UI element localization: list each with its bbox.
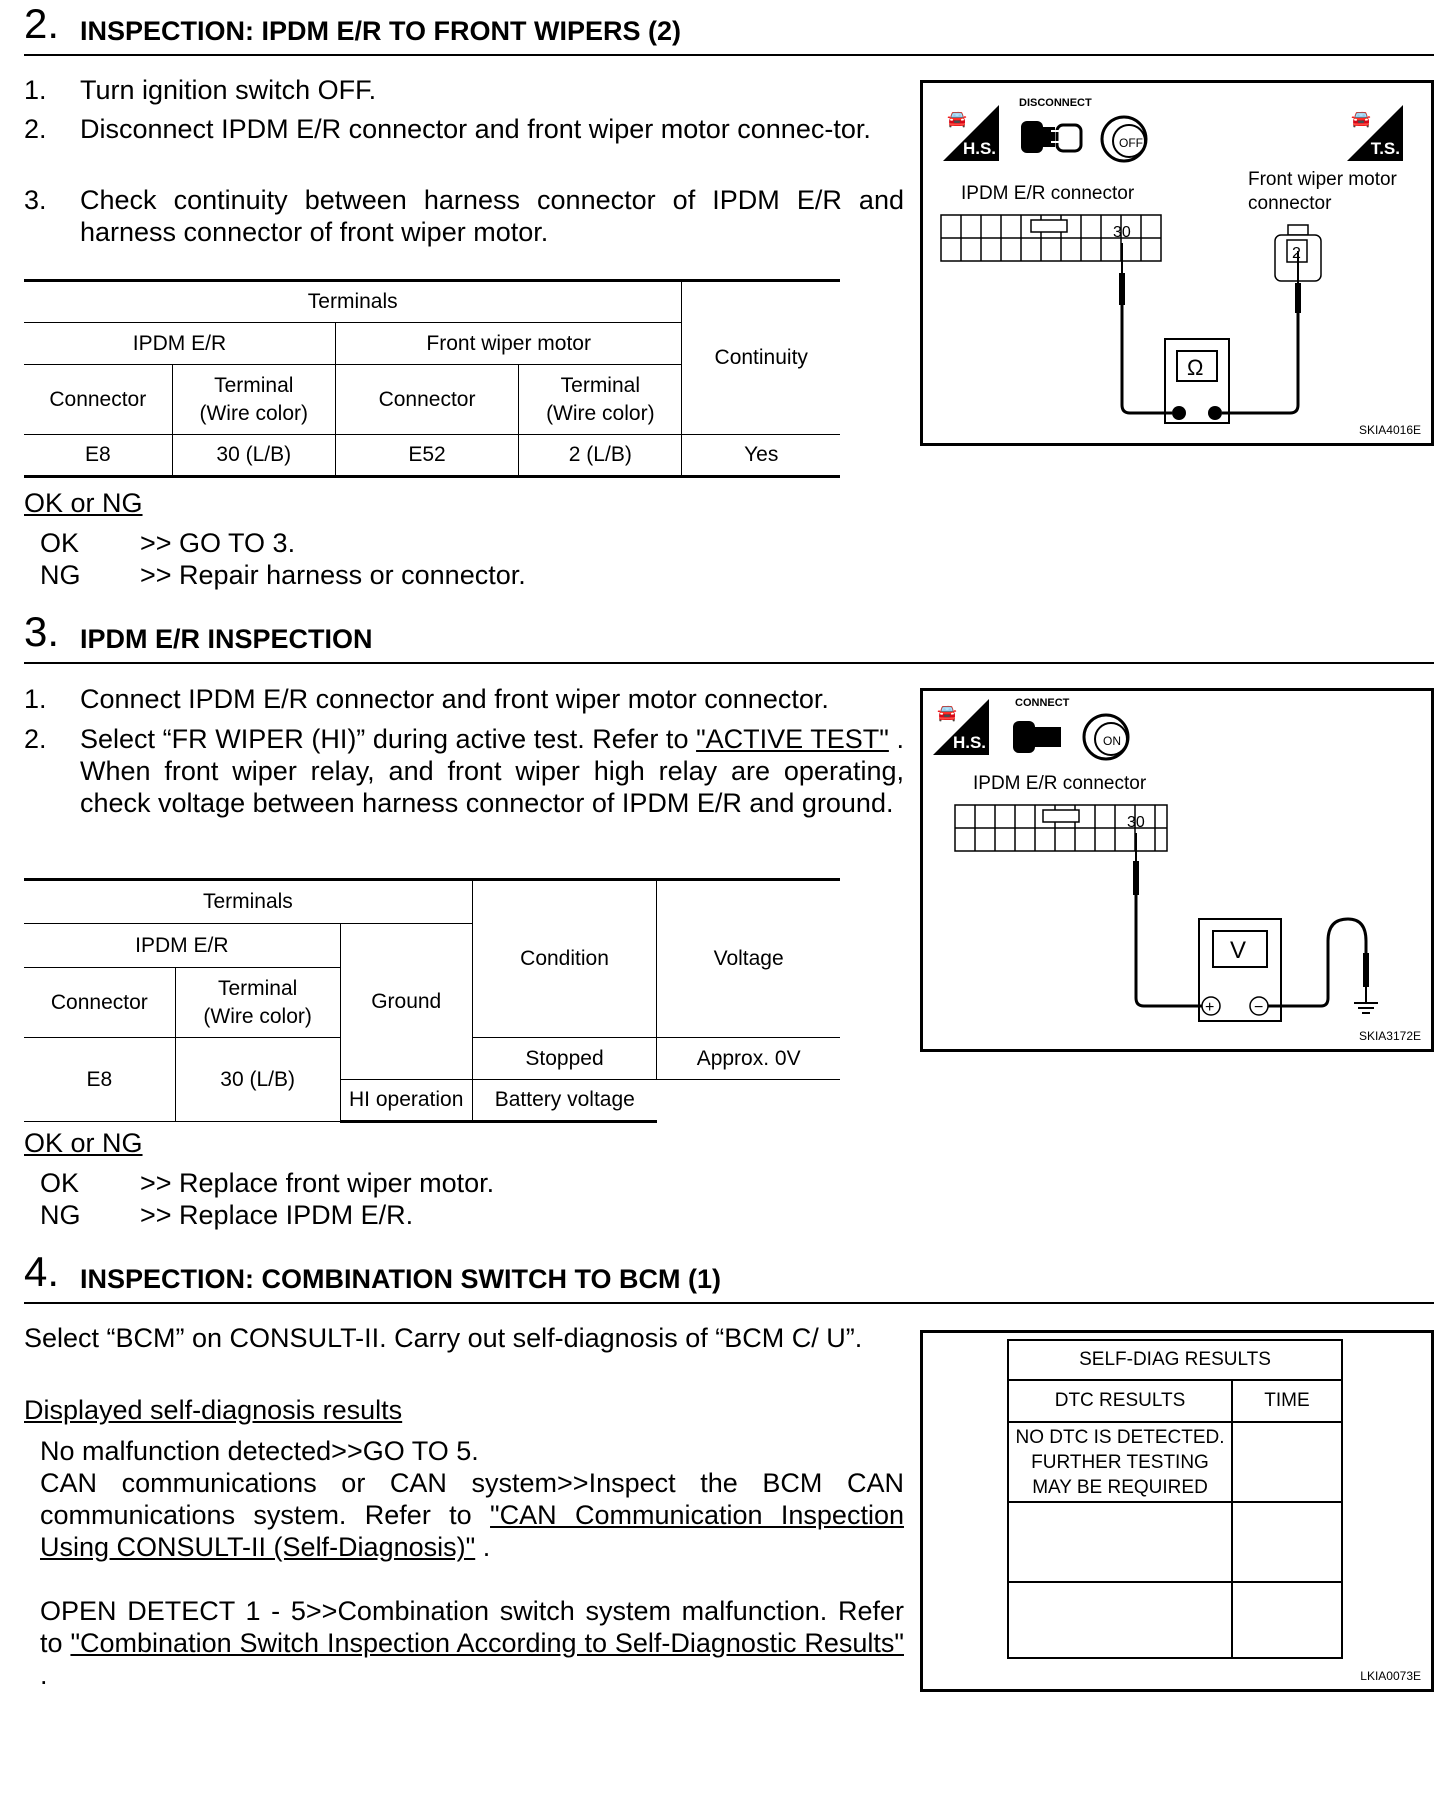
step-item <box>24 74 904 106</box>
col-header: Front wiper motor <box>335 323 682 365</box>
table-cell: NO DTC IS DETECTED. FURTHER TESTING MAY BE REQUIRED <box>1008 1422 1232 1502</box>
self-diagnosis-intro: Select “BCM” on CONSULT-II. Carry out self-diagnosis of “BCM C/ U”. <box>24 1323 863 1353</box>
table-cell: HI operation <box>340 1080 472 1122</box>
step-item <box>24 113 904 145</box>
svg-text:+: + <box>1205 999 1215 1016</box>
table-cell: E8 <box>24 435 172 477</box>
section-title: INSPECTION: IPDM E/R TO FRONT WIPERS (2) <box>80 16 682 46</box>
svg-text:−: − <box>1254 999 1264 1016</box>
wiring-diagram <box>923 83 1431 443</box>
result-open-detect: OPEN DETECT 1 - 5>>Combination switch system malfunction. Refer to "Combination Switch Inspection According to Self-Diagnostic Results" . <box>40 1596 904 1690</box>
combination-switch-link[interactable]: "Combination Switch Inspection According to Self-Diagnostic Results" <box>70 1628 904 1658</box>
ng-result: NG >> Replace IPDM E/R. <box>40 1200 414 1230</box>
col-header: TIME <box>1232 1380 1342 1422</box>
svg-text:V: V <box>1230 937 1247 964</box>
table-cell: 30 (L/B) <box>172 435 335 477</box>
col-header: Continuity <box>682 281 840 435</box>
motor-connector-label: Front wiper motor connector <box>1248 169 1397 214</box>
step-text: Select “FR WIPER (HI)” during active test. Refer to "ACTIVE TEST" . When front wiper relay, and front wiper high relay are operating, check voltage between harness connector of IPDM E/R and ground. <box>80 724 904 818</box>
col-header: Terminal (Wire color) <box>519 365 682 435</box>
section-number: 3. <box>24 608 60 655</box>
table-cell: E8 <box>24 1038 175 1122</box>
hs-icon: 🚘 H.S. <box>943 105 999 161</box>
active-test-link[interactable]: "ACTIVE TEST" <box>696 724 889 754</box>
section-title: INSPECTION: COMBINATION SWITCH TO BCM (1) <box>80 1264 721 1294</box>
svg-text:30: 30 <box>1113 224 1131 241</box>
table-cell: Battery voltage <box>472 1080 657 1122</box>
result-can: CAN communications or CAN system>>Inspect the BCM CAN communications system. Refer to "CAN Communication Inspection Using CONSULT-II (Self-Diagnosis)" . <box>40 1468 904 1562</box>
ok-ng-heading: OK or NG <box>24 488 143 518</box>
step-text: Check continuity between harness connector of IPDM E/R and harness connector of front wiper motor. <box>80 185 904 247</box>
table-cell: E52 <box>335 435 518 477</box>
svg-text:30: 30 <box>1127 814 1145 831</box>
table-cell <box>1008 1582 1232 1658</box>
col-header: Connector <box>24 365 172 435</box>
figure-id: SKIA3172E <box>1358 1029 1421 1043</box>
hs-icon: 🚘 H.S. <box>933 699 989 755</box>
step-number: 1. <box>24 684 47 714</box>
table-cell <box>1232 1582 1342 1658</box>
svg-text:2: 2 <box>1292 245 1301 262</box>
step-number: 3. <box>24 185 47 215</box>
section-4-header <box>24 1248 1434 1304</box>
table-cell <box>1232 1422 1342 1502</box>
svg-text:ON: ON <box>1103 734 1121 748</box>
table-cell <box>1232 1502 1342 1582</box>
step-item <box>24 683 904 715</box>
connect-label: CONNECT <box>1015 697 1070 709</box>
can-inspection-link[interactable]: "CAN Communication Inspection Using CONSULT-II (Self-Diagnosis)" <box>40 1500 904 1562</box>
col-header: IPDM E/R <box>24 323 335 365</box>
section-number: 4. <box>24 1248 60 1295</box>
wiring-diagram <box>923 691 1431 1049</box>
ok-result: OK >> GO TO 3. <box>40 528 296 558</box>
table-cell: 2 (L/B) <box>519 435 682 477</box>
ng-result: NG >> Repair harness or connector. <box>40 560 526 590</box>
step-text: Turn ignition switch OFF. <box>80 75 377 105</box>
ts-icon: 🚘 T.S. <box>1347 105 1403 161</box>
disconnect-label: DISCONNECT <box>1019 97 1092 109</box>
step-number: 2. <box>24 114 47 144</box>
col-header: Connector <box>24 968 175 1038</box>
col-header: Connector <box>335 365 518 435</box>
self-diag-results-figure <box>920 1330 1434 1692</box>
section-2-header <box>24 0 1434 56</box>
step-number: 1. <box>24 75 47 105</box>
continuity-check-figure <box>920 80 1434 446</box>
ipdm-connector-label: IPDM E/R connector <box>961 183 1135 204</box>
col-header: Terminals <box>24 281 682 323</box>
table-cell: Approx. 0V <box>657 1038 840 1080</box>
table-header: SELF-DIAG RESULTS <box>1008 1340 1342 1380</box>
step-item <box>24 723 904 819</box>
col-header: Terminal (Wire color) <box>175 968 340 1038</box>
col-header: Terminal (Wire color) <box>172 365 335 435</box>
table-cell: Yes <box>682 435 840 477</box>
step-item <box>24 184 904 248</box>
svg-text:OFF: OFF <box>1119 136 1143 150</box>
results-subheading: Displayed self-diagnosis results <box>24 1395 403 1425</box>
col-header: DTC RESULTS <box>1008 1380 1232 1422</box>
table-cell: Stopped <box>472 1038 657 1080</box>
ok-result: OK >> Replace front wiper motor. <box>40 1168 495 1198</box>
col-header: Voltage <box>657 880 840 1038</box>
figure-id: SKIA4016E <box>1358 423 1421 437</box>
result-no-malfunction: No malfunction detected>>GO TO 5. <box>40 1436 479 1466</box>
ipdm-connector-label: IPDM E/R connector <box>973 773 1147 794</box>
step-number: 2. <box>24 724 47 754</box>
continuity-table <box>24 279 840 478</box>
table-cell: 30 (L/B) <box>175 1038 340 1122</box>
voltage-check-figure <box>920 688 1434 1052</box>
self-diag-table <box>1007 1339 1343 1659</box>
section-3-header <box>24 608 1434 664</box>
figure-id: LKIA0073E <box>1360 1669 1421 1683</box>
table-cell <box>1008 1502 1232 1582</box>
col-header: Condition <box>472 880 657 1038</box>
section-title: IPDM E/R INSPECTION <box>80 624 373 654</box>
svg-text:Ω: Ω <box>1187 355 1204 380</box>
ok-ng-heading: OK or NG <box>24 1128 143 1158</box>
step-text: Connect IPDM E/R connector and front wiper motor connector. <box>80 684 829 714</box>
section-number: 2. <box>24 0 60 47</box>
col-header: Terminals <box>24 880 472 924</box>
step-text: Disconnect IPDM E/R connector and front wiper motor connec-tor. <box>80 114 871 144</box>
ground-cell: Ground <box>340 924 472 1080</box>
voltage-table <box>24 878 840 1123</box>
col-header: IPDM E/R <box>24 924 340 968</box>
table-row <box>24 435 840 477</box>
